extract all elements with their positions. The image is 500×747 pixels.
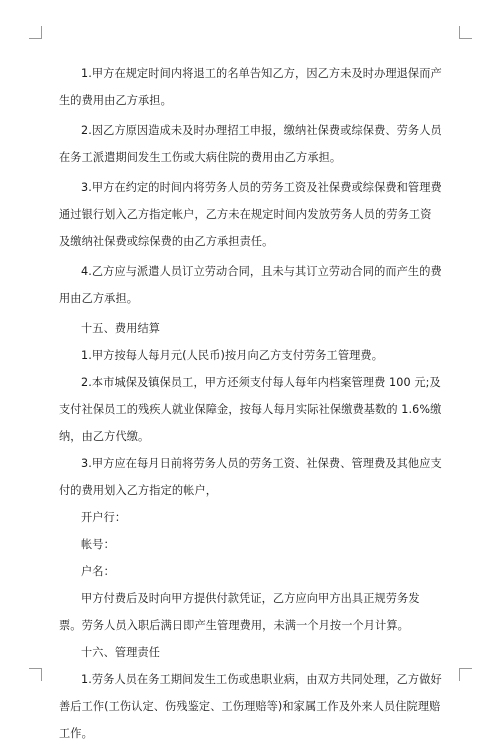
crop-mark-bottom-right <box>459 668 472 681</box>
account-name-label: 户名： <box>81 565 115 578</box>
paragraph-payment-note: 甲方付费后及时向甲方提供付款凭证，乙方应向甲方出具正规劳务发票。劳务人员入职后满日即产生管理费用，未满一个月按一个月计算。 <box>59 592 420 632</box>
section-heading-management-duty: 十六、管理责任 <box>81 646 161 659</box>
paragraph-clause-4: 4.乙方应与派遣人员订立劳动合同，且未与其订立劳动合同的而产生的费用由乙方承担。 <box>59 265 442 305</box>
paragraph-management-1: 1.劳务人员在务工期间发生工伤或患职业病，由双方共同处理，乙方做好善后工作(工伤认定、伤残鉴定、工伤理赔等)和家属工作及外来人员住院理赔工作。 <box>59 673 442 740</box>
paragraph-fee-3: 3.甲方应在每月日前将劳务人员的劳务工资、社保费、管理费及其他应支付的费用划入乙方指定的帐户， <box>59 457 442 497</box>
bank-name-label: 开户行： <box>81 511 127 524</box>
crop-mark-top-right <box>459 26 472 39</box>
paragraph-clause-3: 3.甲方在约定的时间内将劳务人员的劳务工资及社保费或综保费和管理费通过银行划入乙方指定帐户，乙方未在规定时间内发放劳务人员的劳务工资及缴纳社保费或综保费的由乙方承担责任。 <box>59 181 442 248</box>
paragraph-fee-1: 1.甲方按每人每月元(人民币)按月向乙方支付劳务工管理费。 <box>81 349 383 362</box>
crop-mark-top-left <box>29 26 42 39</box>
crop-mark-bottom-left <box>29 668 42 681</box>
account-number-label: 帐号： <box>81 538 115 551</box>
section-heading-fee-settlement: 十五、费用结算 <box>81 322 161 335</box>
paragraph-fee-2: 2.本市城保及镇保员工，甲方还须支付每人每年内档案管理费 100 元;及支付社保员工的残疾人就业保障金，按每人每月实际社保缴费基数的 1.6%缴纳，由乙方代缴。 <box>59 376 442 443</box>
paragraph-clause-2: 2.因乙方原因造成未及时办理招工申报，缴纳社保费或综保费、劳务人员在务工派遣期间发生工伤或大病住院的费用由乙方承担。 <box>59 124 442 164</box>
document-body <box>59 60 442 747</box>
paragraph-clause-1: 1.甲方在规定时间内将退工的名单告知乙方，因乙方未及时办理退保而产生的费用由乙方承担。 <box>59 67 442 107</box>
